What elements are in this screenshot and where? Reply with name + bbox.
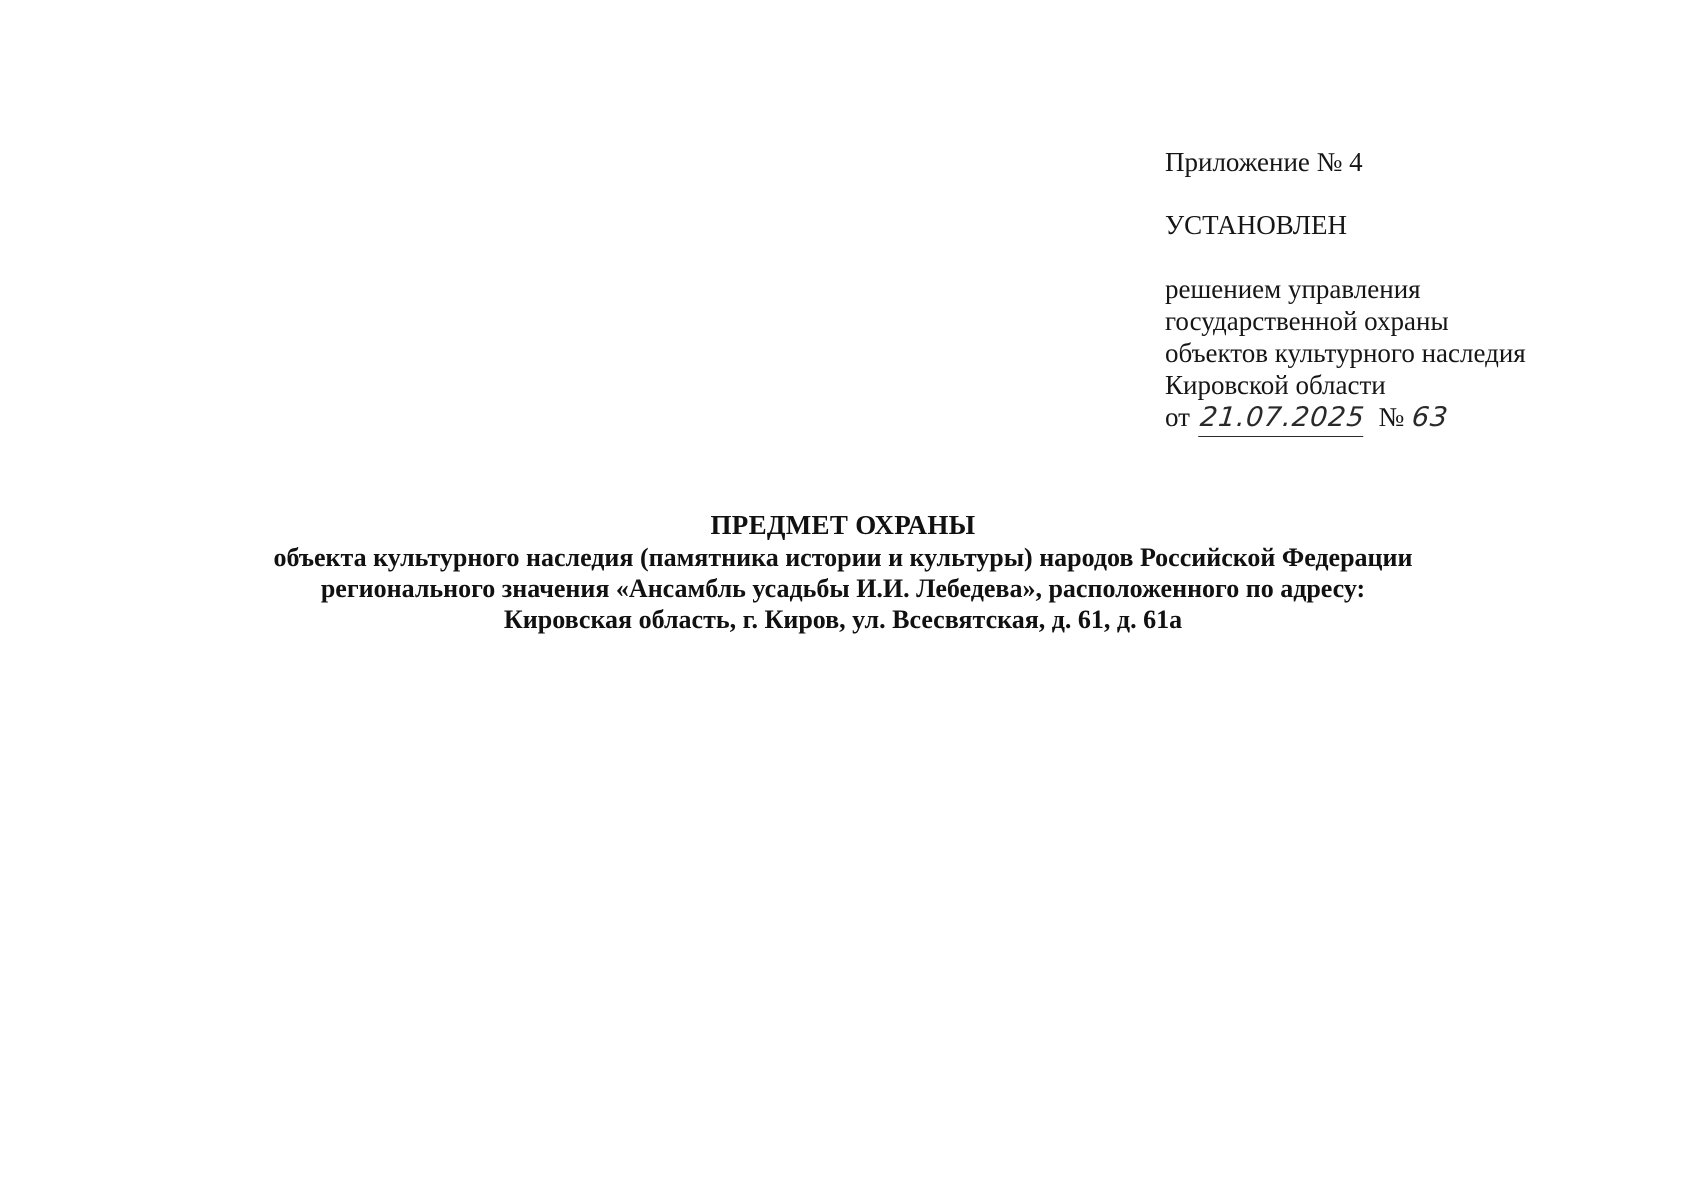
handwritten-number: 63 xyxy=(1410,402,1451,433)
title-line: Кировская область, г. Киров, ул. Всесвятская, д. 61, д. 61а xyxy=(503,605,1183,634)
appendix-label: Приложение № 4 xyxy=(1165,147,1363,177)
main-heading: ПРЕДМЕТ ОХРАНЫ xyxy=(710,510,976,540)
decision-date-line xyxy=(1165,401,1665,437)
title-line: регионального значения «Ансамбль усадьбы И.И. Лебедева», расположенного по адресу: xyxy=(320,574,1366,603)
number-sign: № xyxy=(1378,402,1405,432)
approved-label: УСТАНОВЛЕН xyxy=(1165,210,1348,240)
document-title xyxy=(0,510,1686,635)
authority-line: государственной охраны xyxy=(1165,306,1449,336)
authority-text xyxy=(1165,273,1665,437)
authority-line: объектов культурного наследия xyxy=(1165,338,1526,368)
handwritten-date: 21.07.2025 xyxy=(1198,402,1366,437)
authority-line: Кировской области xyxy=(1165,370,1386,400)
authority-line: решением управления xyxy=(1165,274,1421,304)
title-line: объекта культурного наследия (памятника истории и культуры) народов Российской Федерации xyxy=(273,543,1413,572)
approval-block xyxy=(1165,146,1665,437)
date-prefix: от xyxy=(1165,402,1190,432)
